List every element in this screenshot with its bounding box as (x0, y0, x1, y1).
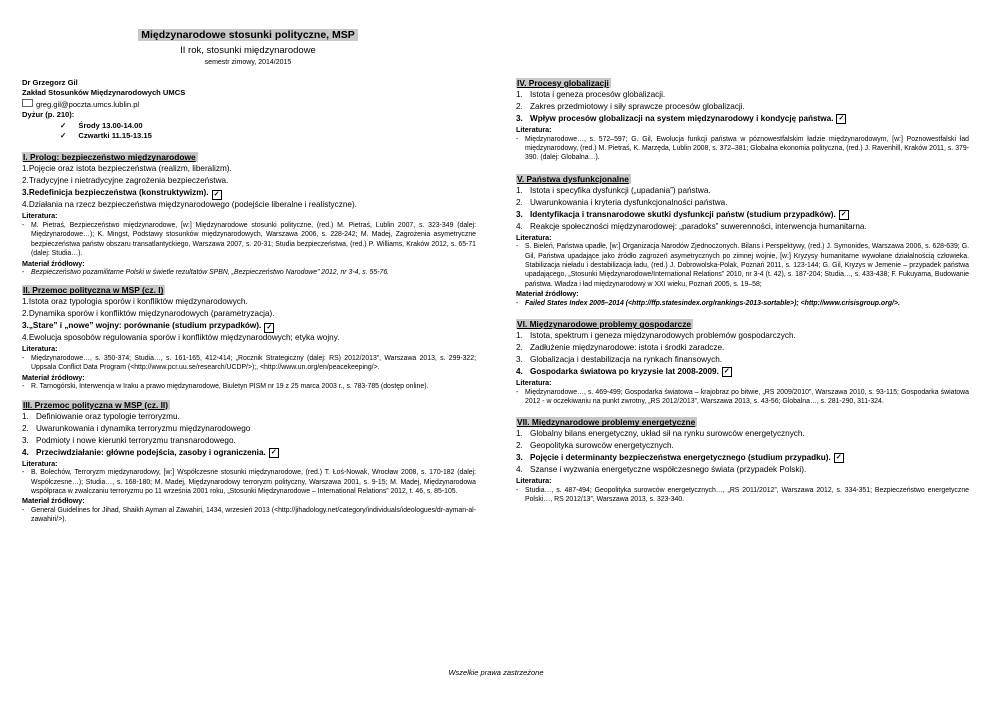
section-title: I. Prolog: bezpieczeństwo międzynarodowe (23, 152, 196, 163)
right-column (516, 78, 969, 505)
source-label: Materiał źródłowy: (22, 372, 85, 382)
document-title: Międzynarodowe stosunki polityczne, MSP (138, 29, 358, 41)
topic-item: 4. Szanse i wyzwania energetyczne współczesnego świata (przypadek Polski). (516, 465, 807, 475)
literature-label: Literatura: (516, 125, 552, 134)
section-title: IV. Procesy globalizacji (517, 78, 609, 88)
section-title: II. Przemoc polityczna w MSP (cz. I) (23, 285, 164, 296)
topic-item: 2. Uwarunkowania i kryteria dysfunkcjonalności państwa. (516, 197, 728, 207)
topic-item: 2. Zadłużenie międzynarodowe: istota i środki zaradcze. (516, 343, 725, 353)
topic-item: 1. Definiowanie oraz typologie terroryzmu. (22, 411, 180, 421)
topic-item: 2. Uwarunkowania i dynamika terroryzmu międzynarodowego (22, 423, 251, 433)
left-column (22, 78, 476, 525)
checkbox-icon: ✓ (212, 190, 222, 200)
literature-entry: - S. Bieleń, Państwa upadłe, [w:] Organizacja Narodów Zjednoczonych. Bilans i Perspektywy, (red.) J. Symonides, Warszawa 2006, s. 628-639; G. Gil, Państwa upadające jako źródło zagrożeń asymetrycznych po zimnej wojnie, [w:] Kryzysy humanitarne wywołane działalnością człowieka. Stabilizacja nieładu i destabilizacja ładu, (red.) J. Dobrowolska-Polak, Poznań 2011, s. 123-144; G. Gil, Kryzys w Jemenie – przypadek państwa upadającego, „Stosunki Międzynarodowe/International Relations” 2010, nr 3-4 (t. 42), s. 187-204; Studia…, s. 433-438; F. Fukuyama, Budowanie państwa. Władza i ład międzynarodowy w XXI wieku, Poznań 2005, s. 19–58; (516, 243, 969, 288)
topic-item: 2.Dynamika sporów i konfliktów międzynarodowych (parametryzacja). (22, 309, 275, 319)
literature-label: Literatura: (22, 211, 58, 221)
office-hours-item: ✓ Czwartki 11.15-13.15 (60, 131, 152, 141)
source-label: Materiał źródłowy: (22, 258, 85, 268)
topic-item: 2. Geopolityka surowców energetycznych. (516, 441, 674, 451)
literature-label: Literatura: (516, 232, 552, 242)
topic-item: 1. Istota, spektrum i geneza międzynarodowych problemów gospodarczych. (516, 331, 796, 341)
topic-item: 3.„Stare” i „nowe” wojny: porównanie (studium przypadków). ✓ (22, 320, 476, 332)
document-subtitle: II rok, stosunki międzynarodowe (180, 45, 316, 56)
topic-item: 1.Pojęcie oraz istota bezpieczeństwa (realizm, liberalizm). (22, 164, 232, 174)
literature-entry: - Międzynarodowe…, s. 572–597; G. Gil, Ewolucja funkcji państwa w póznowestfalskim ładzie międzynarodowym, [w:] Poznowestfalski ład międzynarodowy, (red.) M. Pietraś, K. Marzęda, Lublin 2008, s. 372–381; Globalna ekonomia polityczna, (red.) J. Ravenhill, Kraków 2011, s. 379-390. (dalej: Globalna…). (516, 135, 969, 162)
source-label: Materiał źródłowy: (516, 289, 579, 299)
checkbox-icon: ✓ (839, 210, 849, 220)
topic-item: 3.Redefinicja bezpieczeństwa (konstruktywizm). ✓ (22, 187, 476, 199)
lecturer-name: Dr Grzegorz Gil (22, 78, 78, 87)
department-name: Zakład Stosunków Międzynarodowych UMCS (22, 88, 186, 98)
checkbox-icon: ✓ (834, 453, 844, 463)
copyright-footer: Wszelkie prawa zastrzeżone (448, 668, 544, 677)
topic-item: 3. Globalizacja i destabilizacja na rynkach finansowych. (516, 355, 723, 365)
checkmark-icon: ✓ (60, 120, 67, 130)
email-row (22, 99, 476, 110)
checkbox-icon: ✓ (836, 114, 846, 124)
topic-item: 3. Identyfikacja i transnarodowe skutki dysfunkcji państw (studium przypadków). ✓ (516, 209, 969, 221)
topic-item: 4.Ewolucja sposobów regulowania sporów i konfliktów międzynarodowych; etyka wojny. (22, 333, 340, 343)
section-title: III. Przemoc polityczna w MSP (cz. II) (23, 399, 169, 410)
office-hours-label: Dyżur (p. 210): (22, 110, 75, 120)
checkbox-icon: ✓ (269, 448, 279, 458)
literature-label: Literatura: (516, 476, 552, 486)
topic-item: 3. Podmioty i nowe kierunki terroryzmu transnarodowego. (22, 435, 236, 445)
source-entry: - Bezpieczeństwo pozamilitarne Polski w świetle rezultatów SPBN, „Bezpieczeństwo Narodowe” 2012, nr 3-4, s. 55-76. (22, 269, 390, 277)
topic-item: 4.Działania na rzecz bezpieczeństwa międzynarodowego (podejście liberalne i realistyczne). (22, 200, 357, 210)
literature-entry: - B. Bolechów, Terroryzm międzynarodowy, [w:] Współczesne stosunki międzynarodowe, (red.) T. Łoś-Nowak, Wrocław 2008, s. 170-182 (dalej: Współczesne…); Studia…, s. 168-180; M. Madej, Międzynarodowy terroryzm polityczny, Warszawa 2001, s. 9-15; M. Madej, Międzynarodowa współpraca w zwalczaniu terroryzmu po 11 września 2001 roku, „Stosunki Międzynarodowe – International Relations” 2012, t. 46, s. 85-105. (22, 469, 476, 495)
source-entry: - R. Tarnogórski, Interwencja w Iraku a prawo międzynarodowe, Biuletyn PISM nr 19 z 25 marca 2003 r., s. 783-785 (dostęp online). (22, 383, 429, 391)
section-title: V. Państwa dysfunkcjonalne (517, 173, 629, 184)
topic-item: 4. Gospodarka światowa po kryzysie lat 2008-2009. ✓ (516, 366, 969, 378)
literature-entry: - M. Pietraś, Bezpieczeństwo międzynarodowe, [w:] Międzynarodowe stosunki polityczne, (red.) M. Pietraś, Lublin 2007, s. 323-349 (dalej: Międzynarodowe…); K. Mingst, Podstawy stosunków międzynarodowych, Warszawa 2006, s. 228-242; M. Madej, Zagrożenia asymetryczne bezpieczeństwa państw obszaru transatlantyckiego, Warszawa 2007, s. 20-31; Studia bezpieczeństwa, (red.) P. Williams, Kraków 2012, s. 65-71 (dalej: Studia…). (22, 221, 476, 258)
source-entry: - General Guidelines for Jihad, Shaikh Ayman al Zawahiri, 1434, wrzesień 2013 (<http://jihadology.net/category/individuals/ideologues/dr-ayman-al-zawahiri/>). (22, 506, 476, 524)
section-title: VI. Międzynarodowe problemy gospodarcze (517, 319, 692, 330)
topic-item: 1. Globalny bilans energetyczny, układ sił na rynku surowców energetycznych. (516, 429, 805, 439)
literature-label: Literatura: (22, 344, 58, 354)
topic-item: 4. Reakcje społeczności międzynarodowej: „paradoks” suwerenności, interwencja humanitarna. (516, 221, 867, 231)
topic-item: 3. Wpływ procesów globalizacji na system międzynarodowy i kondycję państwa. ✓ (516, 113, 969, 125)
topic-item: 1. Istota i geneza procesów globalizacji. (516, 90, 666, 99)
literature-label: Literatura: (516, 378, 552, 388)
literature-entry: - Międzynarodowe…, s. 350-374; Studia…, s. 161-165, 412-414; „Rocznik Strategiczny (dalej: RS) 2012/2013”, Warszawa 2013, s. 299-322; Uppsala Conflict Data Program (<http://www.pcr.uu.se/research/UCDP/>);, <http://www.un.org/en/peacekeeping/>. (22, 354, 476, 372)
document-header (0, 25, 496, 66)
email-link[interactable]: greg.gil@poczta.umcs.lublin.pl (36, 99, 140, 109)
source-entry: - Failed States Index 2005–2014 (<http://ffp.statesindex.org/rankings-2013-sortable>); <http://www.crisisgroup.org/>. (516, 299, 900, 307)
topic-item: 1. Istota i specyfika dysfunkcji („upadania”) państwa. (516, 185, 711, 195)
envelope-icon (22, 99, 33, 107)
semester-label: semestr zimowy, 2014/2015 (204, 59, 292, 66)
topic-item: 4. Przeciwdziałanie: główne podejścia, zasoby i ograniczenia. ✓ (22, 447, 476, 459)
office-hours-item: ✓ Środy 13.00-14.00 (60, 120, 143, 130)
topic-item: 1.Istota oraz typologia sporów i konfliktów międzynarodowych. (22, 297, 248, 307)
topic-item: 2. Zakres przedmiotowy i siły sprawcze procesów globalizacji. (516, 102, 745, 111)
checkbox-icon: ✓ (264, 323, 274, 333)
checkmark-icon: ✓ (60, 131, 67, 141)
checkbox-icon: ✓ (722, 367, 732, 377)
literature-entry: - Międzynarodowe…, s. 469-499; Gospodarka światowa – krajobraz po bitwie, „RS 2009/2010”, Warszawa 2010, s. 93-115; Gospodarka światowa 2012 - w oczekiwaniu na punkt zwrotny, „RS 2012/2013”, Warszawa 2013, s. 43-56; Globalna…, s. 281-290, 311-324. (516, 388, 969, 406)
topic-item: 2.Tradycyjne i nietradycyjne zagrożenia bezpieczeństwa. (22, 176, 229, 186)
section-title: VII. Międzynarodowe problemy energetyczne (517, 417, 696, 428)
topic-item: 3. Pojęcie i determinanty bezpieczeństwa energetycznego (studium przypadku). ✓ (516, 452, 969, 464)
literature-entry: - Studia…, s. 487-494; Geopolityka surowców energetycznych…, „RS 2011/2012”, Warszawa 2012, s. 334-351; Bezpieczeństwo energetyczne Polski…, RS 2012/13”, Warszawa 2013, s. 323-340. (516, 486, 969, 504)
literature-label: Literatura: (22, 458, 58, 468)
source-label: Materiał źródłowy: (22, 496, 85, 506)
